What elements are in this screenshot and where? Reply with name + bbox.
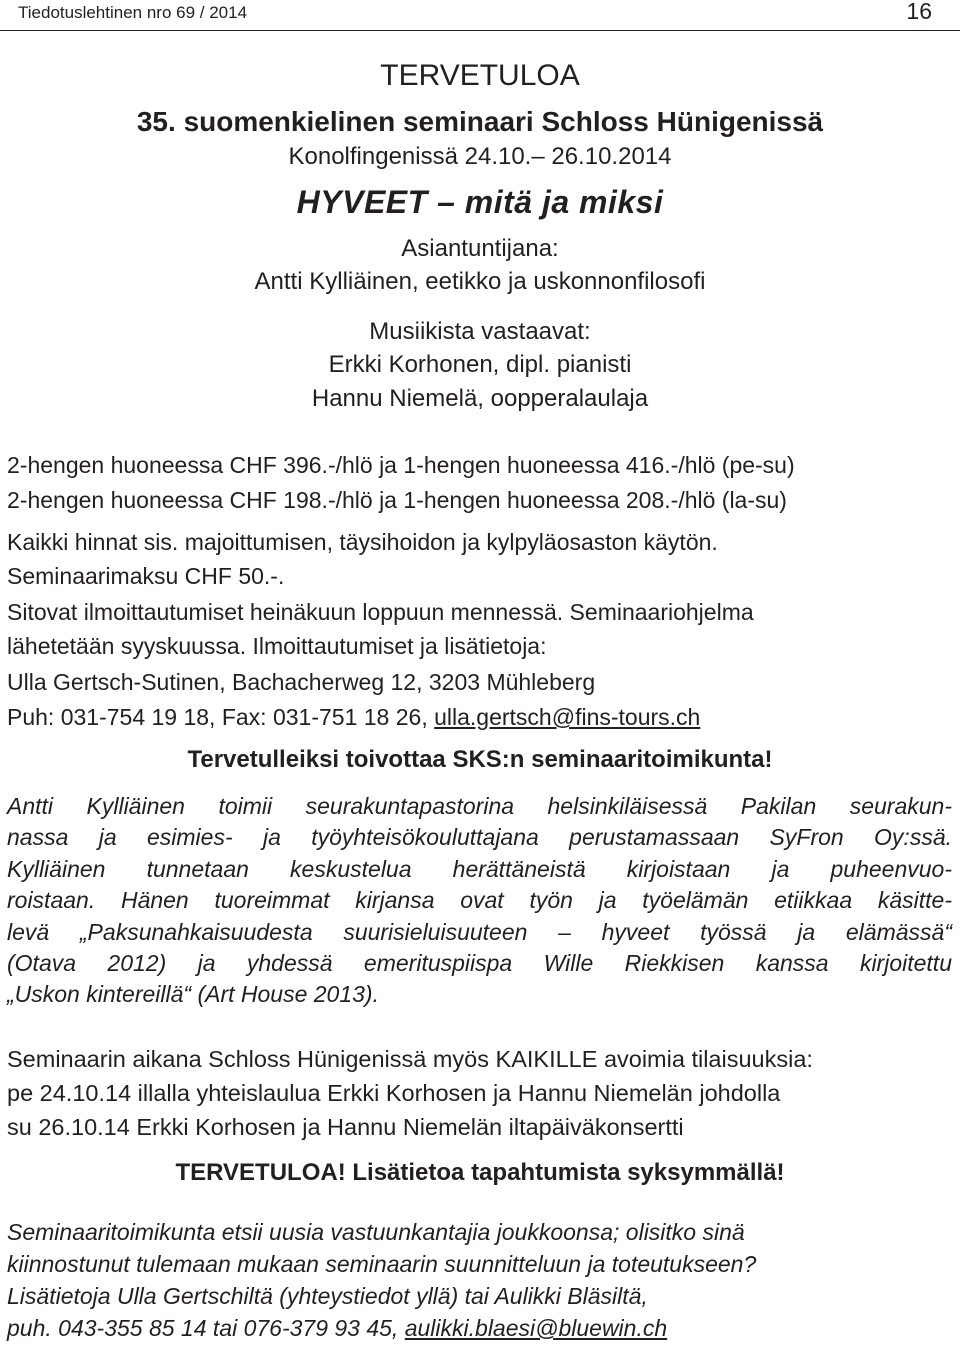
closing-message: TERVETULOA! Lisätietoa tapahtumista syksymmällä!: [175, 1159, 785, 1186]
events-intro: Seminaarin aikana Schloss Hünigenissä myös KAIKILLE avoimia tilaisuuksia:: [7, 1046, 813, 1072]
header-divider: [0, 30, 960, 31]
bio-line: „Uskon kintereillä“ (Art House 2013).: [7, 981, 379, 1008]
page-title: TERVETULOA: [380, 59, 580, 92]
call-line: Seminaaritoimikunta etsii uusia vastuunkantajia joukkoonsa; olisitko sinä: [7, 1219, 745, 1245]
welcome-message: Tervetulleiksi toivottaa SKS:n seminaaritoimikunta!: [187, 746, 773, 773]
bio-line: (Otava 2012) ja yhdessä emerituspiispa Wille Riekkisen kanssa kirjoitettu: [7, 950, 952, 977]
seminar-subtitle: 35. suomenkielinen seminaari Schloss Hünigenissä: [136, 106, 824, 137]
contact-address: Ulla Gertsch-Sutinen, Bachacherweg 12, 3203 Mühleberg: [7, 669, 596, 695]
speaker-bio: [7, 791, 952, 1011]
volunteer-call: [7, 1216, 756, 1344]
seminar-fee: Seminaarimaksu CHF 50.-.: [7, 563, 285, 589]
music-heading: Musiikista vastaavat:: [369, 318, 591, 345]
seminar-dates: Konolfingenissä 24.10.– 26.10.2014: [288, 143, 672, 170]
bio-line: levä „Paksunahkaisuudesta suurisieluisuuteen – hyveet työssä ja elämässä“: [7, 918, 952, 945]
bio-line: Antti Kylliäinen toimii seurakuntapastorina helsinkiläisessä Pakilan seurakun-: [7, 793, 952, 819]
call-email-link[interactable]: aulikki.blaesi@bluewin.ch: [404, 1315, 668, 1341]
info-line: Kaikki hinnat sis. majoittumisen, täysihoidon ja kylpyläosaston käytön.: [7, 529, 718, 555]
call-phone: puh. 043-355 85 14 tai 076-379 93 45,: [7, 1315, 405, 1341]
publication-header: Tiedotuslehtinen nro 69 / 2014: [18, 3, 248, 22]
price-line-sat-sun: 2-hengen huoneessa CHF 198.-/hlö ja 1-hengen huoneessa 208.-/hlö (la-su): [7, 487, 787, 513]
bio-line: roistaan. Hänen tuoreimmat kirjansa ovat työn ja työelämän etiikkaa käsitte-: [7, 887, 952, 914]
public-events: [7, 1042, 813, 1144]
musician-2: Hannu Niemelä, oopperalaulaja: [311, 385, 649, 412]
expert-heading: Asiantuntijana:: [401, 235, 559, 262]
info-line: lähetetään syyskuussa. Ilmoittautumiset ja lisätietoja:: [7, 633, 547, 659]
info-line: Sitovat ilmoittautumiset heinäkuun loppuun mennessä. Seminaariohjelma: [7, 599, 754, 625]
call-contact-line: [7, 1312, 756, 1344]
contact-phone: Puh: 031-754 19 18, Fax: 031-751 18 26,: [7, 704, 435, 730]
musician-1: Erkki Korhonen, dipl. pianisti: [328, 351, 632, 378]
event-item: su 26.10.14 Erkki Korhosen ja Hannu Niemelän iltapäiväkonsertti: [7, 1114, 684, 1140]
expert-name: Antti Kylliäinen, eetikko ja uskonnonfilosofi: [254, 268, 706, 295]
event-item: pe 24.10.14 illalla yhteislaulua Erkki Korhosen ja Hannu Niemelän johdolla: [7, 1080, 781, 1106]
price-line-fri-sun: 2-hengen huoneessa CHF 396.-/hlö ja 1-hengen huoneessa 416.-/hlö (pe-su): [7, 452, 795, 478]
contact-phone-line: [7, 701, 700, 733]
seminar-theme: HYVEET – mitä ja miksi: [296, 184, 664, 220]
page-number: 16: [906, 0, 932, 24]
call-line: kiinnostunut tulemaan mukaan seminaarin suunnitteluun ja toteutukseen?: [7, 1251, 757, 1277]
call-line: Lisätietoja Ulla Gertschiltä (yhteystiedot yllä) tai Aulikki Bläsiltä,: [7, 1283, 648, 1309]
contact-email-link[interactable]: ulla.gertsch@fins-tours.ch: [434, 704, 701, 730]
bio-line: Kylliäinen tunnetaan keskustelua herättäneistä kirjoistaan ja puheenvuo-: [7, 855, 952, 882]
bio-line: nassa ja esimies- ja työyhteisökouluttajana perustamassaan SyFron Oy:ssä.: [7, 824, 952, 851]
